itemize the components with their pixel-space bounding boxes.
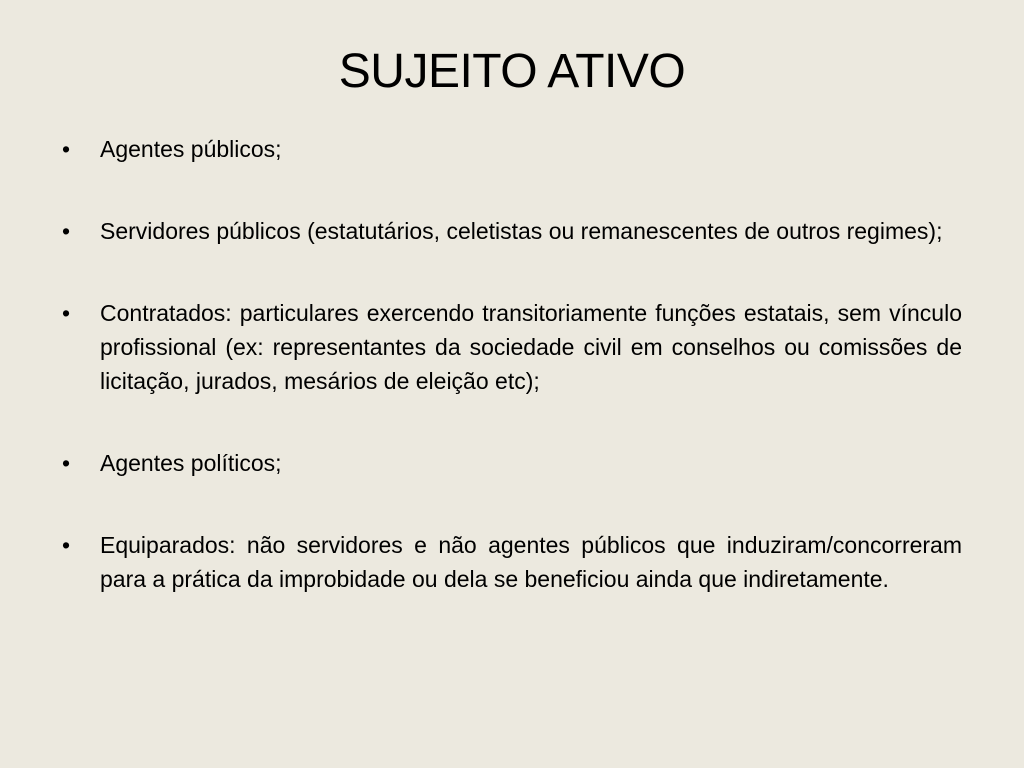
- list-item: [60, 132, 962, 166]
- slide-title: SUJEITO ATIVO: [338, 45, 686, 98]
- bullet-icon: •: [62, 218, 71, 244]
- list-item-text: Agentes públicos;: [100, 136, 282, 162]
- list-item-text: Servidores públicos (estatutários, celetistas ou remanescentes de outros regimes);: [100, 218, 943, 244]
- list-item: [60, 296, 962, 398]
- list-item: [60, 446, 962, 480]
- bullet-icon: •: [62, 450, 71, 476]
- bullet-icon: •: [62, 136, 71, 162]
- bullet-icon: •: [62, 300, 71, 326]
- bullet-list: [60, 132, 962, 596]
- list-item-text: Equiparados: não servidores e não agentes públicos que induziram/concorreram para a prática da improbidade ou dela se beneficiou ainda que indiretamente.: [100, 532, 962, 592]
- list-item-text: Agentes políticos;: [100, 450, 282, 476]
- list-item: [60, 214, 962, 248]
- bullet-icon: •: [62, 532, 71, 558]
- list-item-text: Contratados: particulares exercendo transitoriamente funções estatais, sem vínculo profissional (ex: representantes da sociedade civil em conselhos ou comissões de licitação, jurados, mesários de eleição etc);: [100, 300, 962, 394]
- list-item: [60, 528, 962, 596]
